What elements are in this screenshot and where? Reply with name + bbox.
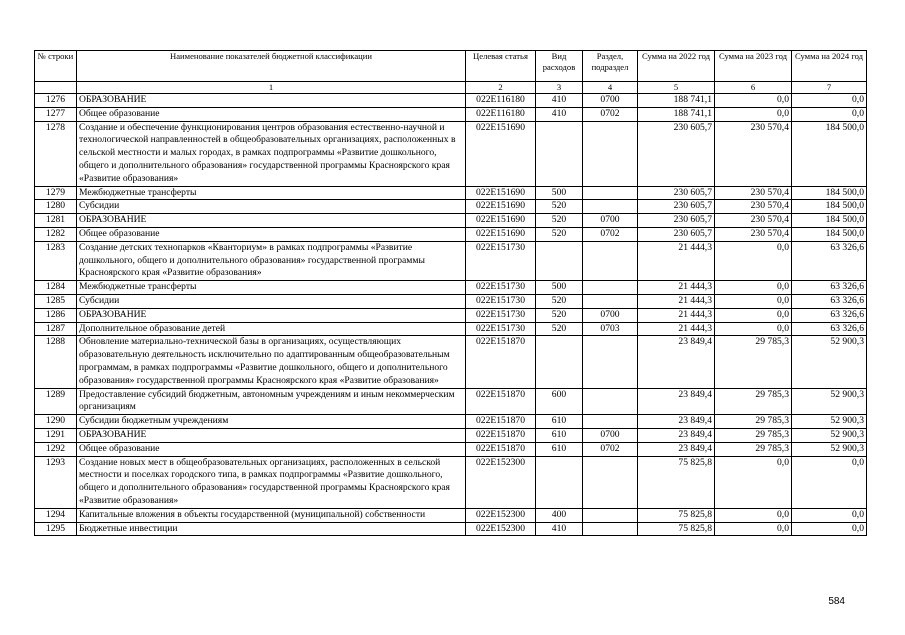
- cell-target-article: 022E152300: [466, 522, 536, 536]
- cell-sum-2024: 184 500,0: [792, 186, 867, 200]
- column-number: 4: [583, 82, 638, 94]
- cell-section-code: [583, 200, 638, 214]
- cell-section-code: [583, 294, 638, 308]
- cell-section-code: 0702: [583, 442, 638, 456]
- table-row: [35, 200, 867, 214]
- cell-section-code: 0700: [583, 428, 638, 442]
- cell-section-code: [583, 121, 638, 186]
- cell-row-number: 1295: [35, 522, 77, 536]
- table-row: [35, 107, 867, 121]
- cell-target-article: 022E151870: [466, 428, 536, 442]
- cell-sum-2023: 0,0: [715, 107, 792, 121]
- header-sum-2024: Сумма на 2024 год: [792, 51, 867, 82]
- cell-indicator-name: Капитальные вложения в объекты государственной (муниципальной) собственности: [77, 508, 466, 522]
- cell-sum-2024: 184 500,0: [792, 214, 867, 228]
- cell-row-number: 1292: [35, 442, 77, 456]
- header-target-article: Целевая статья: [466, 51, 536, 82]
- cell-section-code: [583, 508, 638, 522]
- cell-row-number: 1276: [35, 94, 77, 108]
- cell-sum-2024: 63 326,6: [792, 281, 867, 295]
- cell-target-article: 022E151730: [466, 281, 536, 295]
- cell-sum-2024: 52 900,3: [792, 388, 867, 415]
- cell-expense-type: [536, 456, 583, 508]
- cell-section-code: 0702: [583, 227, 638, 241]
- cell-expense-type: 610: [536, 442, 583, 456]
- cell-row-number: 1277: [35, 107, 77, 121]
- cell-sum-2024: 63 326,6: [792, 294, 867, 308]
- header-expense-type: Вид расходов: [536, 51, 583, 82]
- table-row: [35, 522, 867, 536]
- table-row: [35, 388, 867, 415]
- header-row: [35, 51, 867, 82]
- cell-sum-2022: 21 444,3: [638, 281, 715, 295]
- column-number-row: [35, 82, 867, 94]
- table-row: [35, 428, 867, 442]
- cell-expense-type: 610: [536, 428, 583, 442]
- table-row: [35, 186, 867, 200]
- cell-sum-2022: 188 741,1: [638, 94, 715, 108]
- cell-sum-2023: 29 785,3: [715, 388, 792, 415]
- cell-indicator-name: Бюджетные инвестиции: [77, 522, 466, 536]
- cell-target-article: 022E152300: [466, 508, 536, 522]
- cell-row-number: 1283: [35, 241, 77, 280]
- cell-sum-2022: 75 825,8: [638, 456, 715, 508]
- cell-sum-2023: 230 570,4: [715, 227, 792, 241]
- cell-sum-2024: 184 500,0: [792, 227, 867, 241]
- cell-sum-2024: 0,0: [792, 94, 867, 108]
- cell-sum-2023: 29 785,3: [715, 415, 792, 429]
- cell-row-number: 1284: [35, 281, 77, 295]
- cell-sum-2022: 230 605,7: [638, 186, 715, 200]
- cell-sum-2024: 52 900,3: [792, 428, 867, 442]
- cell-target-article: 022E151730: [466, 241, 536, 280]
- table-row: [35, 241, 867, 280]
- header-sum-2023: Сумма на 2023 год: [715, 51, 792, 82]
- cell-target-article: 022E151730: [466, 308, 536, 322]
- cell-sum-2022: 23 849,4: [638, 336, 715, 388]
- column-number: 5: [638, 82, 715, 94]
- cell-expense-type: 520: [536, 308, 583, 322]
- cell-row-number: 1289: [35, 388, 77, 415]
- cell-expense-type: 500: [536, 186, 583, 200]
- cell-expense-type: 410: [536, 94, 583, 108]
- budget-table-container: [34, 50, 866, 536]
- cell-row-number: 1286: [35, 308, 77, 322]
- cell-target-article: 022E151690: [466, 121, 536, 186]
- cell-target-article: 022E151690: [466, 200, 536, 214]
- cell-indicator-name: Создание новых мест в общеобразовательных организациях, расположенных в сельской местности и поселках городского типа, в рамках подпрограммы «Развитие дошкольного, общего и дополнительного образования» государственной программы Красноярского края «Развитие образования»: [77, 456, 466, 508]
- cell-sum-2023: 0,0: [715, 522, 792, 536]
- cell-section-code: 0700: [583, 214, 638, 228]
- cell-sum-2022: 21 444,3: [638, 322, 715, 336]
- cell-indicator-name: Межбюджетные трансферты: [77, 281, 466, 295]
- cell-sum-2024: 63 326,6: [792, 322, 867, 336]
- cell-expense-type: 520: [536, 214, 583, 228]
- cell-row-number: 1278: [35, 121, 77, 186]
- cell-target-article: 022E116180: [466, 107, 536, 121]
- cell-sum-2023: 0,0: [715, 508, 792, 522]
- cell-sum-2023: 29 785,3: [715, 428, 792, 442]
- cell-expense-type: 520: [536, 322, 583, 336]
- table-row: [35, 415, 867, 429]
- table-row: [35, 294, 867, 308]
- cell-sum-2024: 184 500,0: [792, 200, 867, 214]
- cell-expense-type: [536, 121, 583, 186]
- table-row: [35, 94, 867, 108]
- column-number: 7: [792, 82, 867, 94]
- cell-indicator-name: Субсидии бюджетным учреждениям: [77, 415, 466, 429]
- table-body: [35, 94, 867, 536]
- cell-target-article: 022E151690: [466, 214, 536, 228]
- cell-indicator-name: ОБРАЗОВАНИЕ: [77, 428, 466, 442]
- cell-row-number: 1294: [35, 508, 77, 522]
- cell-sum-2024: 52 900,3: [792, 336, 867, 388]
- cell-expense-type: 610: [536, 415, 583, 429]
- cell-target-article: 022E151870: [466, 388, 536, 415]
- cell-sum-2024: 63 326,6: [792, 308, 867, 322]
- cell-section-code: [583, 456, 638, 508]
- cell-sum-2024: 0,0: [792, 522, 867, 536]
- cell-sum-2024: 0,0: [792, 508, 867, 522]
- cell-section-code: [583, 241, 638, 280]
- cell-indicator-name: Межбюджетные трансферты: [77, 186, 466, 200]
- cell-expense-type: 520: [536, 294, 583, 308]
- cell-target-article: 022E152300: [466, 456, 536, 508]
- cell-sum-2022: 188 741,1: [638, 107, 715, 121]
- cell-sum-2024: 52 900,3: [792, 442, 867, 456]
- cell-sum-2023: 0,0: [715, 322, 792, 336]
- cell-target-article: 022E151870: [466, 442, 536, 456]
- cell-row-number: 1288: [35, 336, 77, 388]
- cell-row-number: 1293: [35, 456, 77, 508]
- header-indicator-name: Наименование показателей бюджетной классификации: [77, 51, 466, 82]
- cell-sum-2022: 230 605,7: [638, 227, 715, 241]
- cell-indicator-name: Создание и обеспечение функционирования центров образования естественно-научной и технологической направленностей в общеобразовательных организациях, расположенных в сельской местности и малых городах, в рамках подпрограммы «Развитие дошкольного, общего и дополнительного образования» государственной программы Красноярского края «Развитие образования»: [77, 121, 466, 186]
- cell-row-number: 1285: [35, 294, 77, 308]
- cell-section-code: [583, 336, 638, 388]
- cell-indicator-name: Общее образование: [77, 442, 466, 456]
- cell-sum-2024: 184 500,0: [792, 121, 867, 186]
- cell-sum-2023: 230 570,4: [715, 121, 792, 186]
- cell-sum-2024: 0,0: [792, 456, 867, 508]
- cell-target-article: 022E151730: [466, 294, 536, 308]
- cell-expense-type: 520: [536, 227, 583, 241]
- cell-indicator-name: Субсидии: [77, 294, 466, 308]
- column-number: 6: [715, 82, 792, 94]
- cell-section-code: [583, 281, 638, 295]
- table-row: [35, 456, 867, 508]
- cell-sum-2023: 0,0: [715, 241, 792, 280]
- column-number: 2: [466, 82, 536, 94]
- cell-sum-2022: 75 825,8: [638, 522, 715, 536]
- cell-section-code: [583, 186, 638, 200]
- cell-target-article: 022E116180: [466, 94, 536, 108]
- cell-sum-2023: 230 570,4: [715, 214, 792, 228]
- cell-target-article: 022E151690: [466, 186, 536, 200]
- cell-indicator-name: ОБРАЗОВАНИЕ: [77, 308, 466, 322]
- table-row: [35, 508, 867, 522]
- cell-sum-2023: 0,0: [715, 308, 792, 322]
- cell-sum-2022: 230 605,7: [638, 214, 715, 228]
- budget-table: [34, 50, 867, 536]
- cell-indicator-name: ОБРАЗОВАНИЕ: [77, 214, 466, 228]
- cell-sum-2023: 0,0: [715, 456, 792, 508]
- cell-row-number: 1281: [35, 214, 77, 228]
- cell-sum-2022: 23 849,4: [638, 428, 715, 442]
- table-row: [35, 322, 867, 336]
- table-row: [35, 336, 867, 388]
- cell-indicator-name: Предоставление субсидий бюджетным, автономным учреждениям и иным некоммерческим организациям: [77, 388, 466, 415]
- cell-sum-2022: 23 849,4: [638, 388, 715, 415]
- cell-section-code: [583, 522, 638, 536]
- cell-expense-type: 410: [536, 107, 583, 121]
- cell-section-code: 0702: [583, 107, 638, 121]
- table-row: [35, 308, 867, 322]
- cell-sum-2023: 29 785,3: [715, 336, 792, 388]
- cell-sum-2024: 52 900,3: [792, 415, 867, 429]
- cell-indicator-name: Субсидии: [77, 200, 466, 214]
- header-section: Раздел, подраздел: [583, 51, 638, 82]
- cell-row-number: 1279: [35, 186, 77, 200]
- cell-sum-2022: 21 444,3: [638, 308, 715, 322]
- cell-indicator-name: Создание детских технопарков «Кванториум» в рамках подпрограммы «Развитие дошкольного, общего и дополнительного образования» государственной программы Красноярского края «Развитие образования»: [77, 241, 466, 280]
- cell-expense-type: 500: [536, 281, 583, 295]
- cell-sum-2024: 0,0: [792, 107, 867, 121]
- cell-section-code: 0703: [583, 322, 638, 336]
- cell-sum-2022: 230 605,7: [638, 121, 715, 186]
- cell-sum-2023: 0,0: [715, 294, 792, 308]
- table-row: [35, 227, 867, 241]
- cell-indicator-name: Общее образование: [77, 227, 466, 241]
- table-row: [35, 121, 867, 186]
- table-row: [35, 214, 867, 228]
- cell-expense-type: 400: [536, 508, 583, 522]
- cell-expense-type: [536, 336, 583, 388]
- cell-sum-2023: 230 570,4: [715, 200, 792, 214]
- cell-target-article: 022E151870: [466, 415, 536, 429]
- cell-indicator-name: Общее образование: [77, 107, 466, 121]
- cell-target-article: 022E151690: [466, 227, 536, 241]
- column-number: [35, 82, 77, 94]
- column-number: 3: [536, 82, 583, 94]
- cell-sum-2023: 0,0: [715, 281, 792, 295]
- cell-sum-2022: 21 444,3: [638, 294, 715, 308]
- cell-target-article: 022E151870: [466, 336, 536, 388]
- cell-expense-type: 520: [536, 200, 583, 214]
- cell-indicator-name: ОБРАЗОВАНИЕ: [77, 94, 466, 108]
- cell-row-number: 1280: [35, 200, 77, 214]
- cell-row-number: 1282: [35, 227, 77, 241]
- column-number: 1: [77, 82, 466, 94]
- cell-expense-type: [536, 241, 583, 280]
- table-row: [35, 281, 867, 295]
- cell-row-number: 1290: [35, 415, 77, 429]
- cell-row-number: 1287: [35, 322, 77, 336]
- cell-section-code: 0700: [583, 308, 638, 322]
- page-number: 584: [828, 596, 845, 607]
- cell-indicator-name: Дополнительное образование детей: [77, 322, 466, 336]
- cell-row-number: 1291: [35, 428, 77, 442]
- cell-sum-2022: 75 825,8: [638, 508, 715, 522]
- header-sum-2022: Сумма на 2022 год: [638, 51, 715, 82]
- cell-expense-type: 410: [536, 522, 583, 536]
- cell-target-article: 022E151730: [466, 322, 536, 336]
- cell-sum-2023: 230 570,4: [715, 186, 792, 200]
- cell-section-code: 0700: [583, 94, 638, 108]
- cell-section-code: [583, 388, 638, 415]
- cell-sum-2023: 29 785,3: [715, 442, 792, 456]
- cell-sum-2023: 0,0: [715, 94, 792, 108]
- cell-sum-2022: 23 849,4: [638, 442, 715, 456]
- cell-sum-2024: 63 326,6: [792, 241, 867, 280]
- cell-sum-2022: 230 605,7: [638, 200, 715, 214]
- header-row-number: № строки: [35, 51, 77, 82]
- cell-section-code: [583, 415, 638, 429]
- cell-indicator-name: Обновление материально-технической базы в организациях, осуществляющих образовательную деятельность исключительно по адаптированным общеобразовательным программам, в рамках подпрограммы «Развитие дошкольного, общего и дополнительного образования» государственной программы Красноярского края «Развитие образования»: [77, 336, 466, 388]
- cell-sum-2022: 23 849,4: [638, 415, 715, 429]
- table-row: [35, 442, 867, 456]
- cell-sum-2022: 21 444,3: [638, 241, 715, 280]
- cell-expense-type: 600: [536, 388, 583, 415]
